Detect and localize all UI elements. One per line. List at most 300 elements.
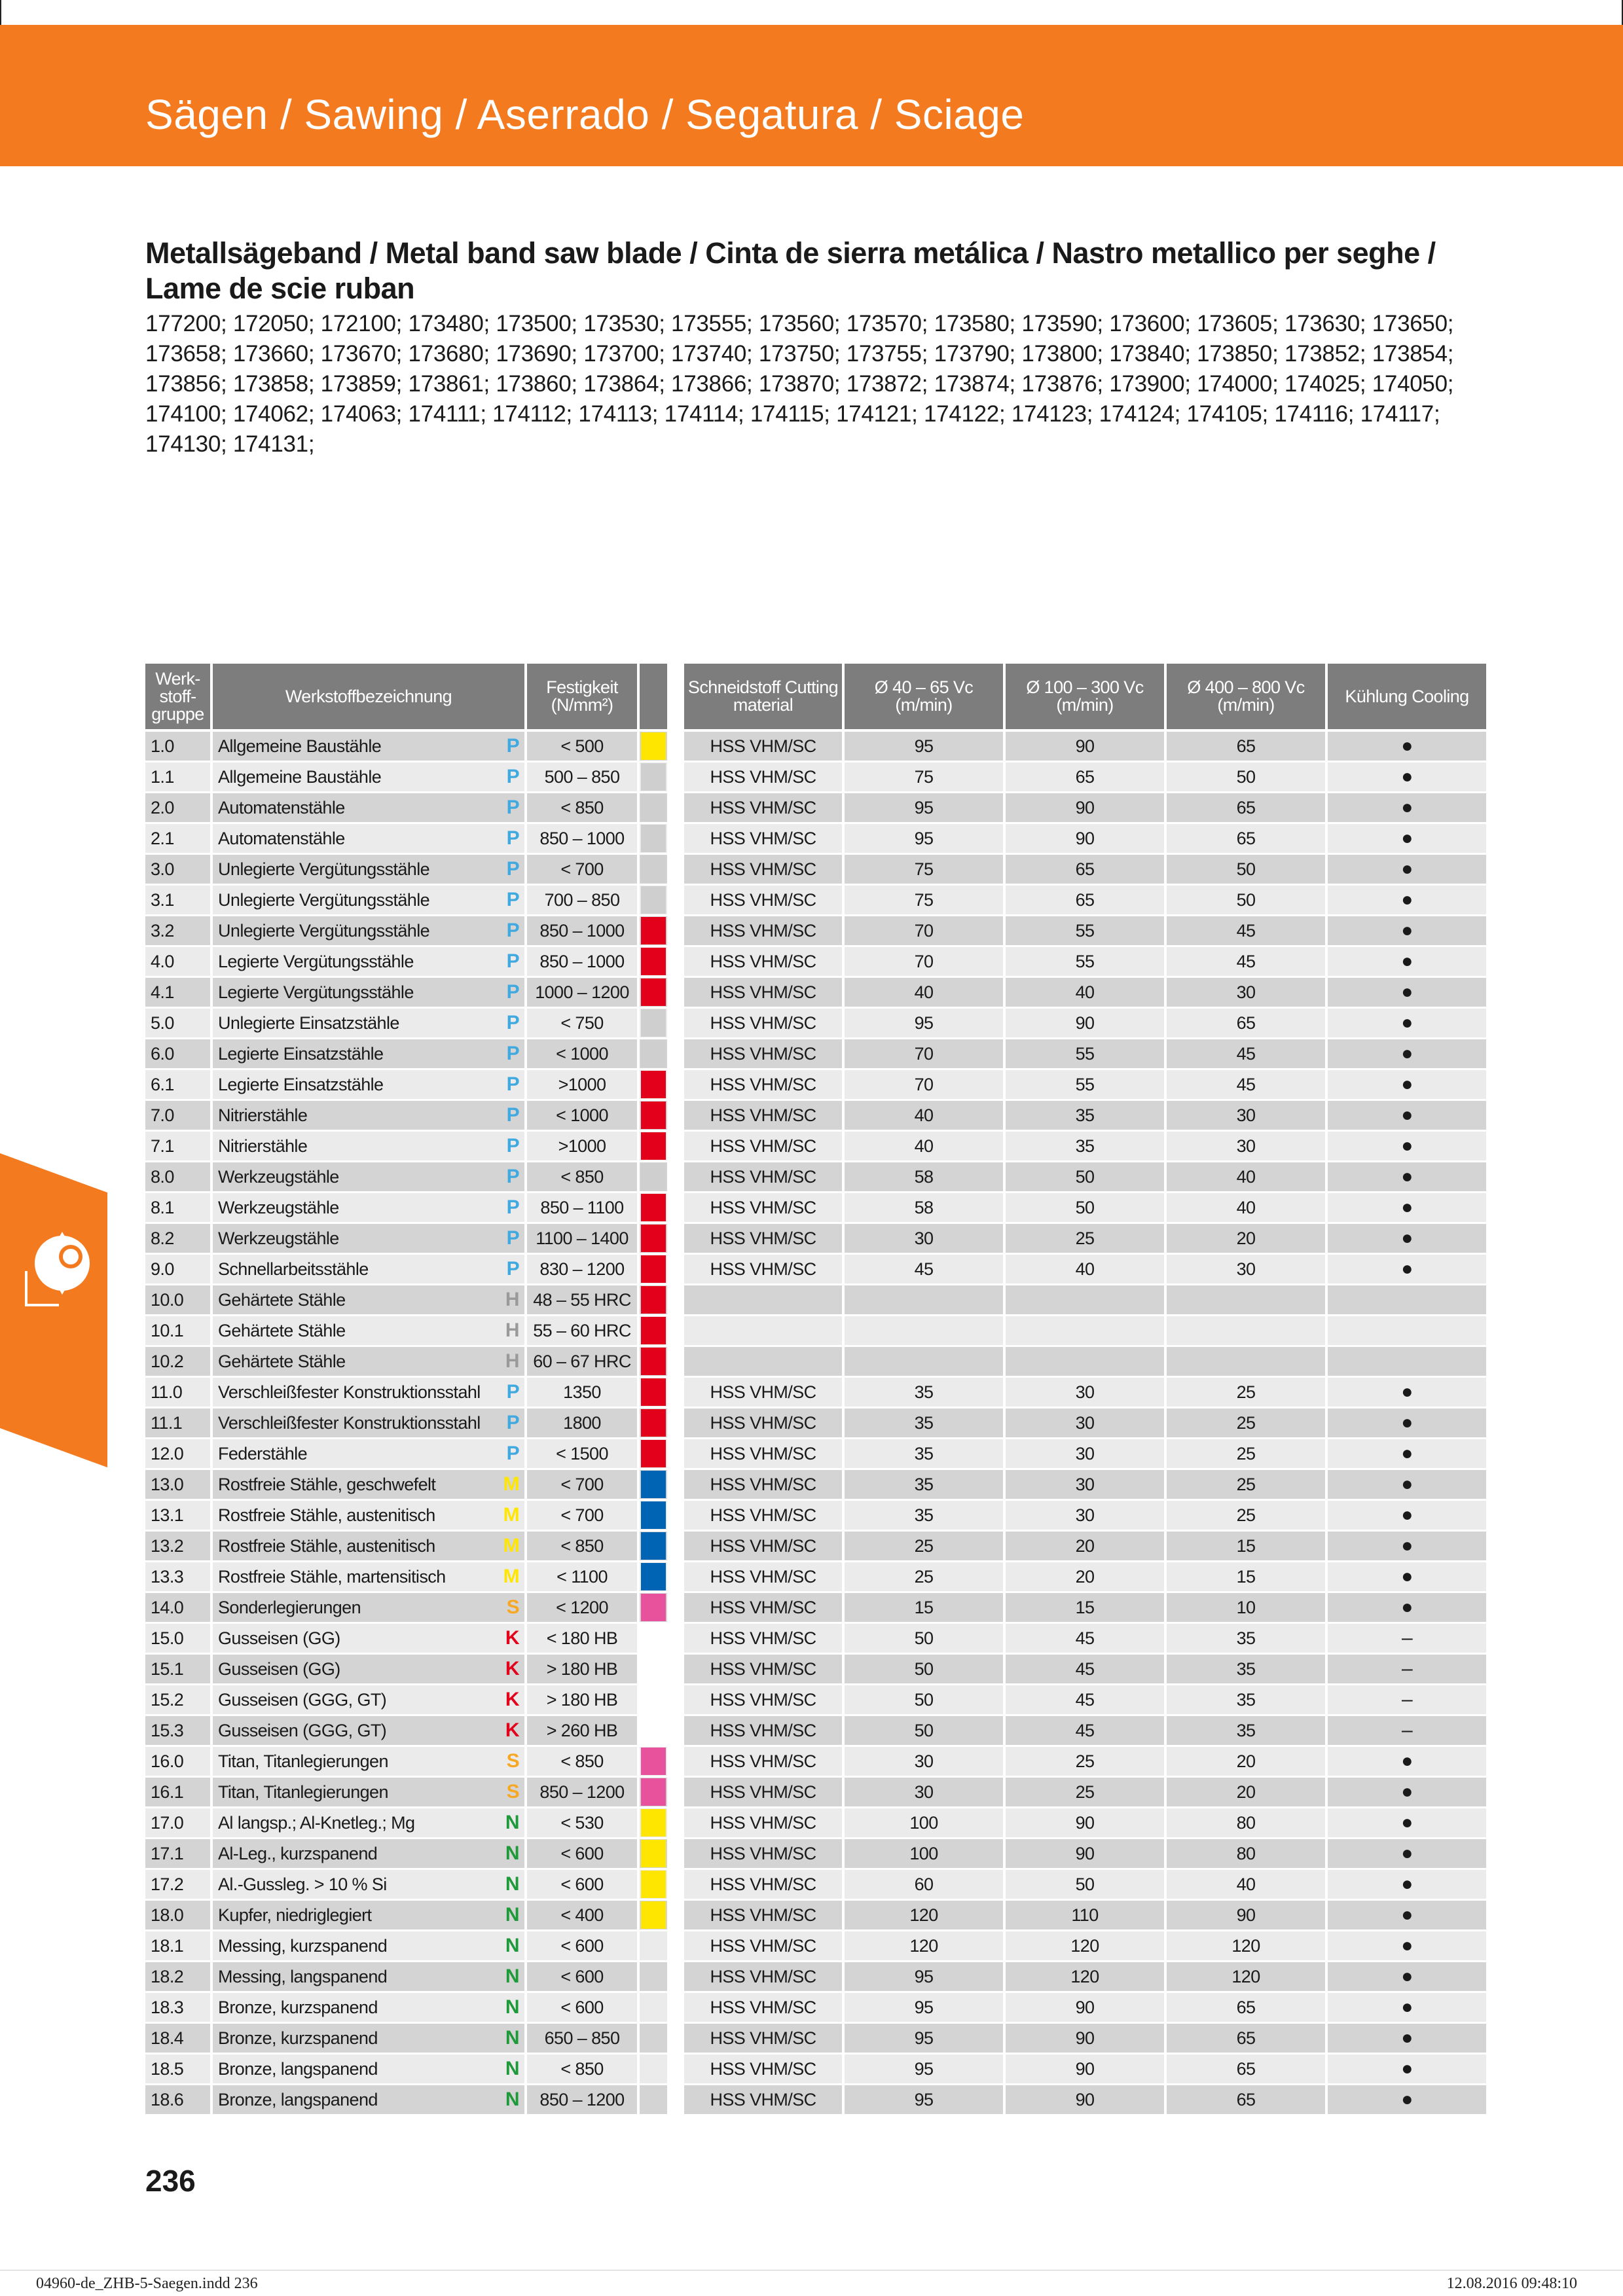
speed-d2-cell: 90: [1006, 1808, 1167, 1839]
table-row: [145, 1470, 1489, 1501]
group-cell: 2.0: [145, 793, 213, 824]
speed-d3-cell: 40: [1167, 1162, 1328, 1193]
strength-cell: < 850: [527, 1747, 640, 1778]
strength-cell: 48 – 55 HRC: [527, 1285, 640, 1316]
cutting-material-cell: HSS VHM/SC: [684, 916, 845, 947]
material-name: Nitrierstähle: [218, 1105, 308, 1125]
speed-d2-cell: 65: [1006, 886, 1167, 916]
gap-cell: [670, 1716, 684, 1747]
iso-group-letter: P: [506, 1012, 519, 1033]
group-cell: 8.1: [145, 1193, 213, 1224]
color-code-cell: [640, 1870, 670, 1901]
table-row: [145, 1132, 1489, 1162]
cooling-cell: ●: [1328, 1408, 1489, 1439]
material-cell: [213, 1624, 527, 1655]
cooling-cell: ●: [1328, 1747, 1489, 1778]
gap-cell: [670, 1009, 684, 1039]
group-cell: 10.0: [145, 1285, 213, 1316]
table-row: [145, 1255, 1489, 1285]
speed-d2-cell: 50: [1006, 1193, 1167, 1224]
strength-cell: < 850: [527, 2054, 640, 2085]
speed-d1-cell: 35: [845, 1378, 1006, 1408]
speed-d3-cell: 30: [1167, 1255, 1328, 1285]
speed-d3-cell: 20: [1167, 1778, 1328, 1808]
speed-d3-cell: 65: [1167, 2024, 1328, 2054]
color-swatch: [641, 855, 666, 883]
color-swatch: [641, 1717, 666, 1744]
speed-d3-cell: 15: [1167, 1532, 1328, 1562]
material-name: Federstähle: [218, 1443, 307, 1463]
gap-cell: [670, 1839, 684, 1870]
material-name: Al.-Gussleg. > 10 % Si: [218, 1874, 387, 1894]
color-code-cell: [640, 2085, 670, 2116]
header-color: [640, 664, 670, 732]
cooling-cell: ●: [1328, 1931, 1489, 1962]
group-cell: 3.0: [145, 855, 213, 886]
group-cell: 11.0: [145, 1378, 213, 1408]
speed-d3-cell: 45: [1167, 916, 1328, 947]
material-name: Messing, langspanend: [218, 1966, 388, 1986]
table-row: [145, 1285, 1489, 1316]
material-name: Verschleißfester Konstruktionsstahl: [218, 1412, 481, 1433]
speed-d3-cell: 65: [1167, 2054, 1328, 2085]
strength-cell: 850 – 1000: [527, 824, 640, 855]
speed-d2-cell: 110: [1006, 1901, 1167, 1931]
cooling-cell: ●: [1328, 824, 1489, 855]
section-title: Sägen / Sawing / Aserrado / Segatura / Sciage: [145, 91, 1025, 138]
speed-d3-cell: 35: [1167, 1685, 1328, 1716]
cutting-material-cell: HSS VHM/SC: [684, 1470, 845, 1501]
iso-group-letter: N: [505, 2058, 519, 2079]
cutting-material-cell: HSS VHM/SC: [684, 978, 845, 1009]
material-name: Unlegierte Einsatzstähle: [218, 1013, 399, 1033]
table-row: [145, 1685, 1489, 1716]
speed-d3-cell: [1167, 1347, 1328, 1378]
color-swatch: [641, 917, 666, 944]
cutting-material-cell: HSS VHM/SC: [684, 1593, 845, 1624]
gap-cell: [670, 1439, 684, 1470]
speed-d1-cell: 45: [845, 1255, 1006, 1285]
table-row: [145, 1316, 1489, 1347]
header-d1: Ø 40 – 65 Vc (m/min): [845, 664, 1006, 732]
strength-cell: < 1200: [527, 1593, 640, 1624]
speed-d2-cell: 45: [1006, 1624, 1167, 1655]
strength-cell: < 850: [527, 1162, 640, 1193]
strength-cell: 850 – 1000: [527, 947, 640, 978]
cutting-material-cell: HSS VHM/SC: [684, 1378, 845, 1408]
speed-d2-cell: 35: [1006, 1132, 1167, 1162]
color-swatch: [641, 948, 666, 975]
color-code-cell: [640, 1193, 670, 1224]
cooling-cell: –: [1328, 1655, 1489, 1685]
material-cell: [213, 2054, 527, 2085]
gap-cell: [670, 1962, 684, 1993]
strength-cell: 700 – 850: [527, 886, 640, 916]
material-name: Allgemeine Baustähle: [218, 736, 382, 756]
color-code-cell: [640, 732, 670, 762]
material-cell: [213, 1993, 527, 2024]
cutting-material-cell: HSS VHM/SC: [684, 2054, 845, 2085]
table-row: [145, 1439, 1489, 1470]
strength-cell: < 850: [527, 1532, 640, 1562]
material-cell: [213, 762, 527, 793]
gap-cell: [670, 1501, 684, 1532]
gap-cell: [670, 1655, 684, 1685]
table-row: [145, 1747, 1489, 1778]
color-code-cell: [640, 1101, 670, 1132]
speed-d1-cell: 50: [845, 1716, 1006, 1747]
header-cutting: Schneidstoff Cutting material: [684, 664, 845, 732]
cooling-cell: ●: [1328, 947, 1489, 978]
group-cell: 11.1: [145, 1408, 213, 1439]
table-row: [145, 1778, 1489, 1808]
color-code-cell: [640, 1378, 670, 1408]
color-code-cell: [640, 1316, 670, 1347]
group-cell: 16.1: [145, 1778, 213, 1808]
strength-cell: 55 – 60 HRC: [527, 1316, 640, 1347]
table-row: [145, 1408, 1489, 1439]
strength-cell: < 750: [527, 1009, 640, 1039]
color-swatch: [641, 1102, 666, 1129]
iso-group-letter: P: [506, 950, 519, 972]
iso-group-letter: H: [505, 1289, 519, 1310]
cooling-cell: ●: [1328, 1962, 1489, 1993]
speed-d3-cell: 120: [1167, 1962, 1328, 1993]
iso-group-letter: P: [506, 1412, 519, 1433]
gap-cell: [670, 762, 684, 793]
cutting-material-cell: HSS VHM/SC: [684, 1624, 845, 1655]
speed-d3-cell: 120: [1167, 1931, 1328, 1962]
color-swatch: [641, 1778, 666, 1806]
material-name: Gusseisen (GG): [218, 1628, 340, 1648]
speed-d3-cell: 40: [1167, 1193, 1328, 1224]
cooling-cell: ●: [1328, 732, 1489, 762]
speed-d3-cell: 25: [1167, 1501, 1328, 1532]
speed-d3-cell: 20: [1167, 1747, 1328, 1778]
speed-d2-cell: 90: [1006, 2085, 1167, 2116]
material-cell: [213, 793, 527, 824]
table-row: [145, 1655, 1489, 1685]
cooling-cell: ●: [1328, 1532, 1489, 1562]
speed-d1-cell: 95: [845, 2054, 1006, 2085]
iso-group-letter: P: [506, 858, 519, 880]
table-row: [145, 1931, 1489, 1962]
iso-group-letter: N: [505, 1873, 519, 1895]
color-code-cell: [640, 1255, 670, 1285]
color-code-cell: [640, 1347, 670, 1378]
color-code-cell: [640, 1532, 670, 1562]
color-swatch: [641, 1348, 666, 1375]
table-row: [145, 1193, 1489, 1224]
strength-cell: > 260 HB: [527, 1716, 640, 1747]
speed-d1-cell: 35: [845, 1501, 1006, 1532]
material-name: Legierte Vergütungsstähle: [218, 982, 414, 1002]
color-code-cell: [640, 1747, 670, 1778]
speed-d2-cell: 45: [1006, 1685, 1167, 1716]
material-cell: [213, 824, 527, 855]
material-name: Bronze, kurzspanend: [218, 1997, 378, 2017]
color-swatch: [641, 1255, 666, 1283]
speed-d1-cell: 95: [845, 793, 1006, 824]
material-name: Gusseisen (GG): [218, 1659, 340, 1679]
strength-cell: 1800: [527, 1408, 640, 1439]
color-code-cell: [640, 855, 670, 886]
strength-cell: < 700: [527, 855, 640, 886]
table-row: [145, 2085, 1489, 2116]
cutting-material-cell: HSS VHM/SC: [684, 886, 845, 916]
color-swatch: [641, 1532, 666, 1560]
color-code-cell: [640, 1716, 670, 1747]
cooling-cell: ●: [1328, 886, 1489, 916]
page-number: 236: [145, 2164, 196, 2198]
iso-group-letter: N: [505, 1842, 519, 1864]
table-row: [145, 1808, 1489, 1839]
gap-cell: [670, 1747, 684, 1778]
gap-cell: [670, 1470, 684, 1501]
cooling-cell: ●: [1328, 1839, 1489, 1870]
gap-cell: [670, 1808, 684, 1839]
speed-d2-cell: [1006, 1285, 1167, 1316]
speed-d2-cell: 50: [1006, 1162, 1167, 1193]
group-cell: 18.1: [145, 1931, 213, 1962]
group-cell: 15.1: [145, 1655, 213, 1685]
gap-cell: [670, 1778, 684, 1808]
cooling-cell: ●: [1328, 2085, 1489, 2116]
speed-d2-cell: 90: [1006, 732, 1167, 762]
speed-d1-cell: [845, 1347, 1006, 1378]
material-name: Gusseisen (GGG, GT): [218, 1689, 387, 1710]
material-name: Gusseisen (GGG, GT): [218, 1720, 387, 1740]
material-name: Sonderlegierungen: [218, 1597, 361, 1617]
material-cell: [213, 1747, 527, 1778]
speed-d1-cell: 60: [845, 1870, 1006, 1901]
color-code-cell: [640, 824, 670, 855]
cutting-material-cell: [684, 1285, 845, 1316]
cutting-material-cell: HSS VHM/SC: [684, 1162, 845, 1193]
cooling-cell: ●: [1328, 2024, 1489, 2054]
gap-cell: [670, 1378, 684, 1408]
material-cell: [213, 1501, 527, 1532]
speed-d1-cell: 95: [845, 732, 1006, 762]
table-row: [145, 886, 1489, 916]
iso-group-letter: P: [506, 1043, 519, 1064]
table-row: [145, 1993, 1489, 2024]
iso-group-letter: N: [505, 1935, 519, 1956]
speed-d2-cell: 55: [1006, 947, 1167, 978]
cooling-cell: ●: [1328, 1224, 1489, 1255]
material-name: Legierte Einsatzstähle: [218, 1043, 384, 1064]
speed-d2-cell: [1006, 1347, 1167, 1378]
cutting-material-cell: HSS VHM/SC: [684, 1808, 845, 1839]
material-name: Allgemeine Baustähle: [218, 766, 382, 787]
color-code-cell: [640, 2054, 670, 2085]
cutting-material-cell: HSS VHM/SC: [684, 1716, 845, 1747]
group-cell: 17.2: [145, 1870, 213, 1901]
cutting-material-cell: HSS VHM/SC: [684, 762, 845, 793]
cutting-material-cell: HSS VHM/SC: [684, 947, 845, 978]
color-swatch: [641, 1409, 666, 1437]
material-name: Automatenstähle: [218, 828, 345, 848]
cooling-cell: ●: [1328, 1870, 1489, 1901]
material-cell: [213, 1931, 527, 1962]
color-code-cell: [640, 1501, 670, 1532]
strength-cell: 650 – 850: [527, 2024, 640, 2054]
cooling-cell: ●: [1328, 1901, 1489, 1931]
cutting-material-cell: HSS VHM/SC: [684, 1870, 845, 1901]
slug-file: 04960-de_ZHB-5-Saegen.indd 236: [36, 2275, 258, 2292]
gap-cell: [670, 2054, 684, 2085]
material-name: Automatenstähle: [218, 797, 345, 817]
speed-d1-cell: 30: [845, 1224, 1006, 1255]
cooling-cell: ●: [1328, 2054, 1489, 2085]
table-row: [145, 1870, 1489, 1901]
color-code-cell: [640, 1624, 670, 1655]
iso-group-letter: P: [506, 889, 519, 910]
gap-cell: [670, 824, 684, 855]
iso-group-letter: P: [506, 920, 519, 941]
table-row: [145, 1009, 1489, 1039]
iso-group-letter: N: [505, 2089, 519, 2110]
speed-d3-cell: 50: [1167, 762, 1328, 793]
table-row: [145, 1839, 1489, 1870]
iso-group-letter: S: [506, 1750, 519, 1772]
cooling-cell: ●: [1328, 1439, 1489, 1470]
gap-cell: [670, 1624, 684, 1655]
speed-d2-cell: 20: [1006, 1532, 1167, 1562]
speed-d1-cell: 30: [845, 1778, 1006, 1808]
color-swatch: [641, 1686, 666, 1713]
header-gap: [670, 664, 684, 732]
iso-group-letter: P: [506, 1227, 519, 1249]
color-swatch: [641, 732, 666, 760]
cooling-cell: [1328, 1285, 1489, 1316]
color-code-cell: [640, 1808, 670, 1839]
strength-cell: 1350: [527, 1378, 640, 1408]
iso-group-letter: P: [506, 1073, 519, 1095]
speed-d1-cell: 58: [845, 1193, 1006, 1224]
color-swatch: [641, 1132, 666, 1160]
speed-d2-cell: 90: [1006, 1009, 1167, 1039]
table-row: [145, 855, 1489, 886]
group-cell: 6.1: [145, 1070, 213, 1101]
material-cell: [213, 855, 527, 886]
speed-d2-cell: 90: [1006, 1839, 1167, 1870]
document-title: Metallsägeband / Metal band saw blade / Cinta de sierra metálica / Nastro metallico per seghe / Lame de scie ruban: [145, 236, 1436, 305]
gap-cell: [670, 1193, 684, 1224]
speed-d3-cell: 65: [1167, 1009, 1328, 1039]
gap-cell: [670, 947, 684, 978]
table-row: [145, 1224, 1489, 1255]
color-code-cell: [640, 1901, 670, 1931]
strength-cell: < 600: [527, 1931, 640, 1962]
color-code-cell: [640, 1162, 670, 1193]
cooling-cell: ●: [1328, 1132, 1489, 1162]
table-row: [145, 1962, 1489, 1993]
color-swatch: [641, 1748, 666, 1775]
speed-d2-cell: [1006, 1316, 1167, 1347]
gap-cell: [670, 1901, 684, 1931]
speed-d1-cell: 35: [845, 1470, 1006, 1501]
speed-d2-cell: 30: [1006, 1408, 1167, 1439]
gap-cell: [670, 978, 684, 1009]
material-cell: [213, 1778, 527, 1808]
speed-d3-cell: 65: [1167, 732, 1328, 762]
group-cell: 18.3: [145, 1993, 213, 2024]
iso-group-letter: M: [503, 1566, 519, 1587]
cutting-data-table: [145, 664, 1489, 2116]
gap-cell: [670, 793, 684, 824]
header-d2: Ø 100 – 300 Vc (m/min): [1006, 664, 1167, 732]
table-row: [145, 947, 1489, 978]
material-name: Unlegierte Vergütungsstähle: [218, 859, 430, 879]
cutting-material-cell: HSS VHM/SC: [684, 1039, 845, 1070]
color-swatch: [641, 1563, 666, 1590]
material-name: Gehärtete Stähle: [218, 1289, 346, 1310]
color-swatch: [641, 978, 666, 1006]
group-cell: 18.2: [145, 1962, 213, 1993]
color-swatch: [641, 1317, 666, 1344]
group-cell: 9.0: [145, 1255, 213, 1285]
gap-cell: [670, 2085, 684, 2116]
material-cell: [213, 947, 527, 978]
speed-d1-cell: 95: [845, 2024, 1006, 2054]
color-code-cell: [640, 1839, 670, 1870]
table-header-row: [145, 664, 1489, 732]
speed-d2-cell: 120: [1006, 1962, 1167, 1993]
strength-cell: < 180 HB: [527, 1624, 640, 1655]
speed-d1-cell: 25: [845, 1562, 1006, 1593]
iso-group-letter: P: [506, 981, 519, 1003]
speed-d2-cell: 55: [1006, 1070, 1167, 1101]
speed-d2-cell: 120: [1006, 1931, 1167, 1962]
speed-d3-cell: 25: [1167, 1470, 1328, 1501]
color-swatch: [641, 1809, 666, 1837]
speed-d1-cell: 75: [845, 886, 1006, 916]
color-code-cell: [640, 762, 670, 793]
slug-date: 12.08.2016 09:48:10: [1446, 2275, 1577, 2292]
material-cell: [213, 1408, 527, 1439]
material-cell: [213, 1009, 527, 1039]
side-tab: [0, 1153, 107, 1467]
cutting-material-cell: HSS VHM/SC: [684, 1224, 845, 1255]
group-cell: 8.2: [145, 1224, 213, 1255]
cutting-material-cell: HSS VHM/SC: [684, 1255, 845, 1285]
cutting-material-cell: HSS VHM/SC: [684, 1408, 845, 1439]
material-cell: [213, 1439, 527, 1470]
gap-cell: [670, 2024, 684, 2054]
speed-d1-cell: 120: [845, 1901, 1006, 1931]
color-code-cell: [640, 793, 670, 824]
gap-cell: [670, 1132, 684, 1162]
strength-cell: < 1000: [527, 1039, 640, 1070]
strength-cell: < 500: [527, 732, 640, 762]
color-swatch: [641, 1040, 666, 1067]
color-swatch: [641, 1840, 666, 1867]
iso-group-letter: K: [505, 1689, 519, 1710]
color-code-cell: [640, 1285, 670, 1316]
gap-cell: [670, 1224, 684, 1255]
cooling-cell: ●: [1328, 1778, 1489, 1808]
material-cell: [213, 1070, 527, 1101]
material-cell: [213, 1347, 527, 1378]
group-cell: 17.0: [145, 1808, 213, 1839]
iso-group-letter: P: [506, 1443, 519, 1464]
gap-cell: [670, 1532, 684, 1562]
header-d3: Ø 400 – 800 Vc (m/min): [1167, 664, 1328, 732]
speed-d1-cell: 75: [845, 855, 1006, 886]
material-name: Unlegierte Vergütungsstähle: [218, 889, 430, 910]
material-name: Rostfreie Stähle, geschwefelt: [218, 1474, 436, 1494]
